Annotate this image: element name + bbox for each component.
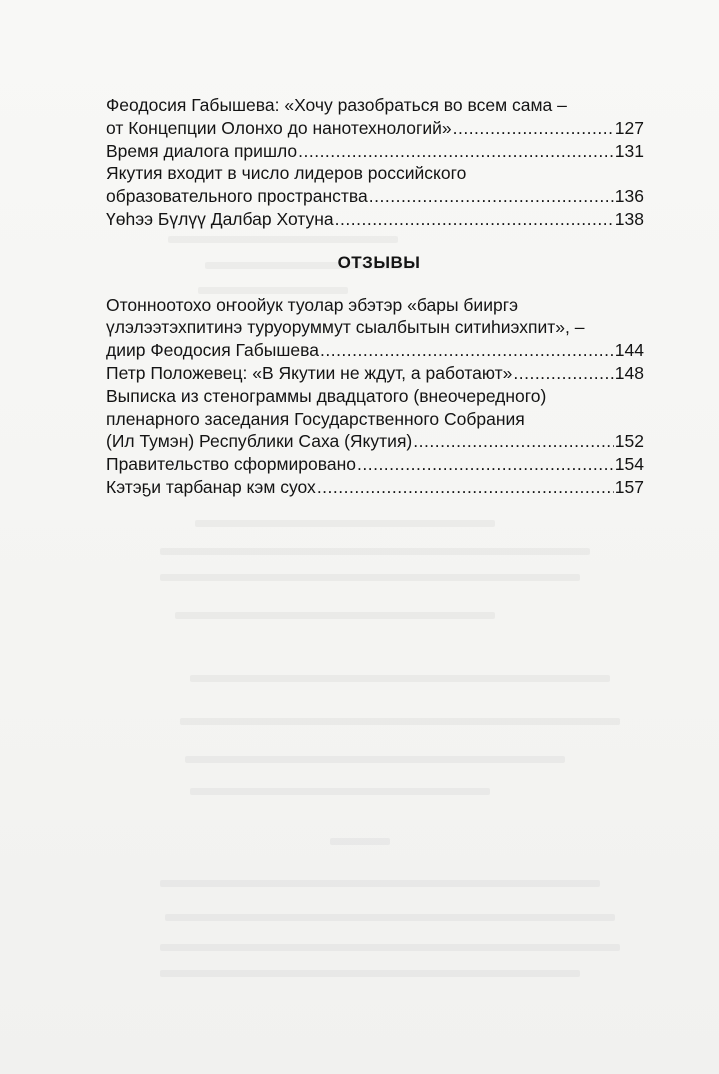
dot-leader — [369, 185, 614, 208]
dot-leader — [298, 140, 614, 163]
dot-leader — [317, 476, 614, 499]
toc-entry-title: образовательного пространства — [106, 186, 368, 207]
toc-entry[interactable] — [106, 385, 644, 453]
toc-entry-title: Время диалога пришло — [106, 140, 298, 161]
dot-leader — [513, 362, 613, 385]
toc-entry-line — [106, 453, 644, 476]
toc-entry[interactable] — [106, 208, 644, 231]
toc-entry-title: Выписка из стенограммы двадцатого (внеочередного) — [106, 385, 547, 406]
toc-entry[interactable] — [106, 294, 644, 362]
bleed-through-line — [185, 756, 565, 763]
toc-entry-line — [106, 117, 644, 140]
bleed-through-line — [195, 520, 495, 527]
toc-entry[interactable] — [106, 140, 644, 163]
toc-entry-title: диир Феодосия Габышева — [106, 340, 319, 361]
toc-page-number: 136 — [614, 186, 644, 207]
toc-entry-line — [106, 385, 644, 408]
toc-entry-title: Кэтэҕи тарбанар кэм суох — [106, 476, 316, 497]
toc-page-number: 144 — [614, 340, 644, 361]
toc-entry-line — [106, 339, 644, 362]
toc-entry-line — [106, 476, 644, 499]
bleed-through-line — [175, 612, 495, 619]
toc-entry-title: от Концепции Олонхо до нанотехнологий» — [106, 117, 452, 138]
toc-page-number: 152 — [614, 431, 644, 452]
dot-leader — [453, 117, 614, 140]
toc-entry-title: үлэлээтэхпитинэ туруоруммут сыалбытын ситиһиэхпит», – — [106, 317, 585, 338]
toc-entry-line — [106, 208, 644, 231]
toc-page-number: 154 — [614, 454, 644, 475]
toc-entry-line — [106, 162, 644, 185]
dot-leader — [413, 430, 614, 453]
toc-entry-line — [106, 185, 644, 208]
toc-entry-line — [106, 408, 644, 431]
toc-entry-title: Правительство сформировано — [106, 454, 356, 475]
toc-entry[interactable] — [106, 453, 644, 476]
bleed-through-line — [160, 880, 600, 887]
bleed-through-line — [160, 970, 580, 977]
toc-page-number: 157 — [614, 476, 644, 497]
toc-entry-line — [106, 362, 644, 385]
bleed-through-line — [165, 914, 615, 921]
bleed-through-line — [160, 574, 580, 581]
toc-page-number: 138 — [614, 208, 644, 229]
bleed-through-line — [160, 548, 590, 555]
toc-entry[interactable] — [106, 476, 644, 499]
toc-entry-title: Отонноотохо оҥоойук туолар эбэтэр «бары бииргэ — [106, 294, 519, 315]
toc-entry[interactable] — [106, 162, 644, 208]
toc-page-number: 148 — [614, 362, 644, 383]
toc-entry-title: Феодосия Габышева: «Хочу разобраться во всем сама – — [106, 95, 567, 115]
bleed-through-line — [180, 718, 620, 725]
toc-entry-title: Якутия входит в число лидеров российского — [106, 163, 467, 184]
bleed-through-line — [160, 944, 620, 951]
toc-entry-title: Петр Положевец: «В Якутии не ждут, а работают» — [106, 362, 513, 383]
toc-entry-line — [106, 294, 644, 317]
toc-entry[interactable] — [106, 94, 644, 140]
toc-entry[interactable] — [106, 362, 644, 385]
toc-entry-line — [106, 430, 644, 453]
table-of-contents — [106, 94, 644, 499]
toc-entry-line — [106, 94, 644, 117]
toc-page-number: 131 — [614, 140, 644, 161]
dot-leader — [335, 208, 614, 231]
toc-entry-title: пленарного заседания Государственного Собрания — [106, 408, 525, 429]
dot-leader — [357, 453, 614, 476]
toc-page-number: 127 — [614, 117, 644, 138]
bleed-through-line — [190, 788, 490, 795]
dot-leader — [320, 339, 614, 362]
toc-entry-line — [106, 140, 644, 163]
toc-entry-title: (Ил Тумэн) Республики Саха (Якутия) — [106, 431, 413, 452]
toc-entry-title: Үөһээ Бүлүү Далбар Хотуна — [106, 208, 334, 229]
section-heading: ОТЗЫВЫ — [337, 252, 421, 272]
bleed-through-line — [330, 838, 390, 845]
bleed-through-line — [190, 675, 610, 682]
toc-entry-line — [106, 316, 644, 339]
